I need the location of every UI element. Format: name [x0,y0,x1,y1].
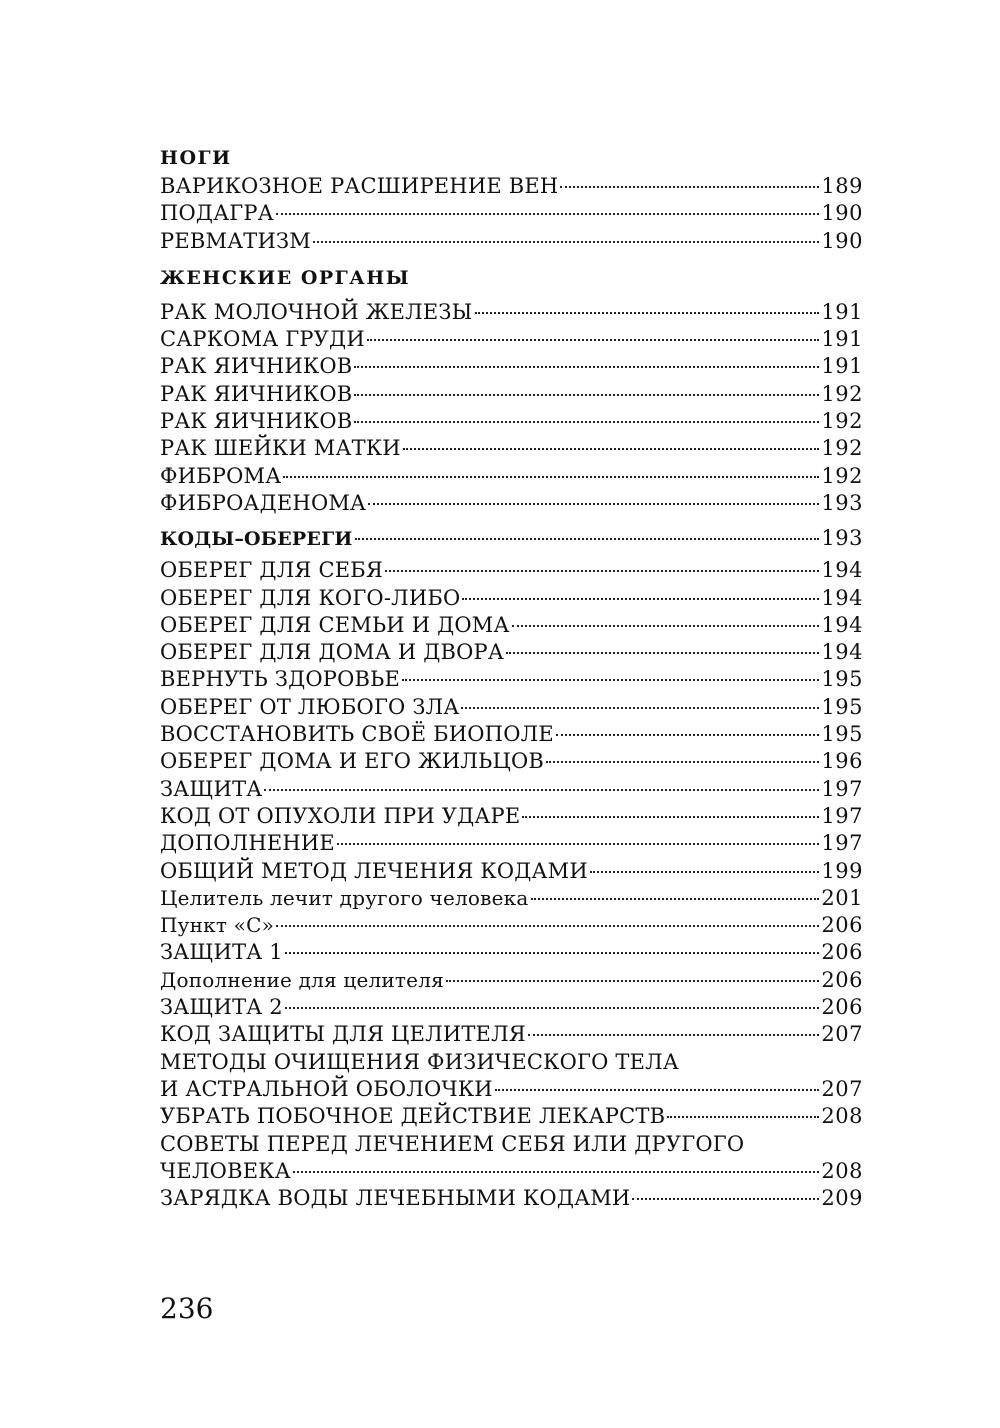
toc-entry[interactable] [160,585,863,612]
dot-leader [506,652,819,654]
toc-entry-title: ЗАЩИТА [160,776,263,801]
dot-leader [461,707,819,709]
toc-entry-title: Целитель лечит другого человека [160,885,529,910]
dot-leader [546,761,819,763]
toc-entry-page: 206 [821,940,863,965]
toc-entry-title: ЗАРЯДКА ВОДЫ ЛЕЧЕБНЫМИ КОДАМИ [160,1186,631,1211]
toc-entry[interactable] [160,1021,863,1048]
toc-entry-title: ОБЕРЕГ ДЛЯ СЕМЬИ И ДОМА [160,612,510,637]
toc-entry-title: ДОПОЛНЕНИЕ [160,831,335,856]
toc-entry[interactable] [160,967,863,994]
dot-leader [285,952,820,954]
toc-entry[interactable] [160,721,863,748]
toc-entry-page: 195 [821,694,863,719]
toc-entry-line [160,1131,863,1158]
toc-entry-page: 191 [821,327,863,352]
section-heading: НОГИ [160,147,232,169]
toc-entry[interactable] [160,830,863,857]
toc-entry-title: ФИБРОАДЕНОМА [160,490,367,515]
toc-entry-page: 194 [821,558,863,583]
toc-entry-title: Пункт «С» [160,913,275,938]
toc-entry-title: КОД ОТ ОПУХОЛИ ПРИ УДАРЕ [160,803,521,828]
toc-entry-page: 207 [821,1076,863,1101]
toc-entry-page: 195 [821,722,863,747]
toc-entry-title: ЧЕЛОВЕКА [160,1158,291,1183]
dot-leader [560,186,819,188]
toc-entry-page: 196 [821,749,863,774]
toc-entry[interactable] [160,612,863,639]
toc-entry-title: Дополнение для целителя [160,967,444,992]
dot-leader [475,312,820,314]
dot-leader [293,1171,820,1173]
dot-leader [367,339,820,341]
toc-entry-title: ОБЕРЕГ ДОМА И ЕГО ЖИЛЬЦОВ [160,749,545,774]
dot-leader [313,241,819,243]
toc-entry-title: ОБЕРЕГ ОТ ЛЮБОГО ЗЛА [160,694,460,719]
dot-leader [354,366,819,368]
section-heading: ЖЕНСКИЕ ОРГАНЫ [160,266,411,289]
dot-leader [528,1034,819,1036]
page-number: 236 [160,1292,214,1325]
toc-entry-title: ВАРИКОЗНОЕ РАСШИРЕНИЕ ВЕН [160,174,559,198]
toc-entry[interactable] [160,463,863,490]
toc-entry[interactable] [160,994,863,1021]
toc-entry-page: 206 [821,995,863,1020]
section-heading [160,523,863,553]
toc-entry-title: И АСТРАЛЬНОЙ ОБОЛОЧКИ [160,1076,493,1101]
toc-entry-page: 193 [821,490,863,515]
toc-entry[interactable] [160,557,863,584]
toc-entry-title: ПОДАГРА [160,201,274,226]
toc-entry-page: 191 [821,354,863,379]
toc-entry-title: РЕВМАТИЗМ [160,228,312,253]
toc-entry[interactable] [160,694,863,721]
toc-entry-page: 201 [821,885,863,910]
toc-entry-title: КОД ЗАЩИТЫ ДЛЯ ЦЕЛИТЕЛЯ [160,1022,526,1047]
toc-entry[interactable] [160,803,863,830]
toc-entry-page: 199 [821,858,863,883]
toc-entry[interactable] [160,200,863,227]
dot-leader [446,980,819,982]
toc-entry-page: 192 [821,381,863,406]
toc-entry[interactable] [160,353,863,380]
dot-leader [355,538,820,540]
toc-entry[interactable] [160,408,863,435]
dot-leader [276,213,820,215]
toc-entry-title: РАК ЯИЧНИКОВ [160,381,353,406]
dot-leader [531,898,820,900]
toc-entry-page: 207 [821,1022,863,1047]
toc-entry-title: САРКОМА ГРУДИ [160,327,365,352]
toc-entry[interactable] [160,939,863,966]
toc-entry-page: 192 [821,436,863,461]
dot-leader [283,476,819,478]
toc-entry[interactable] [160,1076,863,1103]
toc-entry-title: ЗАЩИТА 1 [160,940,283,965]
toc-entry[interactable] [160,666,863,693]
toc-entry-page: 206 [821,913,863,938]
toc-entry-title: ЗАЩИТА 2 [160,995,283,1020]
toc-entry-page: 209 [821,1186,863,1211]
toc-entry[interactable] [160,748,863,775]
toc-entry-page: 197 [821,803,863,828]
toc-entry[interactable] [160,885,863,912]
toc-entry-title: РАК ЯИЧНИКОВ [160,354,353,379]
dot-leader [368,503,819,505]
toc-entry-title: ФИБРОМА [160,463,282,488]
toc-entry-page: 190 [821,201,863,226]
toc-entry-title: ВЕРНУТЬ ЗДОРОВЬЕ [160,667,401,692]
dot-leader [590,871,820,873]
section-heading-page: 193 [821,526,863,551]
toc-entry[interactable] [160,173,863,200]
toc-entry[interactable] [160,1103,863,1130]
toc-entry[interactable] [160,1185,863,1212]
dot-leader [264,789,819,791]
toc-entry[interactable] [160,326,863,353]
dot-leader [632,1198,819,1200]
toc-entry[interactable] [160,639,863,666]
toc-entry-title: ОБЕРЕГ ДЛЯ СЕБЯ [160,558,384,583]
toc-entry[interactable] [160,228,863,255]
dot-leader [512,625,820,627]
toc-entry-title: РАК МОЛОЧНОЙ ЖЕЛЕЗЫ [160,299,473,324]
toc-entry-page: 190 [821,228,863,253]
toc-entry[interactable] [160,381,863,408]
dot-leader [462,598,819,600]
dot-leader [285,1007,820,1009]
toc-entry[interactable] [160,858,863,885]
dot-leader [354,421,819,423]
toc-entry-page: 194 [821,585,863,610]
dot-leader [403,448,820,450]
dot-leader [385,570,819,572]
toc-entry-title: УБРАТЬ ПОБОЧНОЕ ДЕЙСТВИЕ ЛЕКАРСТВ [160,1104,666,1129]
toc-entry-page: 191 [821,299,863,324]
toc-entry-title: ОБЩИЙ МЕТОД ЛЕЧЕНИЯ КОДАМИ [160,858,588,883]
dot-leader [556,734,820,736]
toc-entry[interactable] [160,912,863,939]
toc-entry-page: 208 [821,1104,863,1129]
toc-entry-title: ВОССТАНОВИТЬ СВОЁ БИОПОЛЕ [160,722,554,747]
toc-entry-page: 195 [821,667,863,692]
toc-entry-title: МЕТОДЫ ОЧИЩЕНИЯ ФИЗИЧЕСКОГО ТЕЛА [160,1049,679,1074]
toc-entry-page: 194 [821,640,863,665]
toc-entry-title: СОВЕТЫ ПЕРЕД ЛЕЧЕНИЕМ СЕБЯ ИЛИ ДРУГОГО [160,1131,745,1156]
toc-entry-page: 206 [821,967,863,992]
toc-entry-page: 189 [821,174,863,198]
toc-entry[interactable] [160,1158,863,1185]
toc-entry-title: ОБЕРЕГ ДЛЯ КОГО-ЛИБО [160,585,461,610]
toc-entry-page: 192 [821,409,863,434]
toc-entry-page: 208 [821,1158,863,1183]
toc-entry-title: РАК ШЕЙКИ МАТКИ [160,436,401,461]
dot-leader [276,925,819,927]
dot-leader [337,843,819,845]
toc-entry-page: 194 [821,612,863,637]
toc-entry-page: 192 [821,463,863,488]
toc-entry[interactable] [160,435,863,462]
table-of-contents [160,143,863,1212]
toc-entry-title: ОБЕРЕГ ДЛЯ ДОМА И ДВОРА [160,640,504,665]
section-heading-title: КОДЫ–ОБЕРЕГИ [160,528,353,551]
toc-entry[interactable] [160,776,863,803]
dot-leader [354,394,819,396]
toc-entry-title: РАК ЯИЧНИКОВ [160,409,353,434]
dot-leader [495,1089,820,1091]
toc-entry[interactable] [160,299,863,326]
toc-entry[interactable] [160,490,863,517]
toc-entry-line [160,1049,863,1076]
dot-leader [522,816,819,818]
dot-leader [667,1116,819,1118]
toc-entry-page: 197 [821,831,863,856]
toc-entry-page: 197 [821,776,863,801]
dot-leader [402,679,819,681]
